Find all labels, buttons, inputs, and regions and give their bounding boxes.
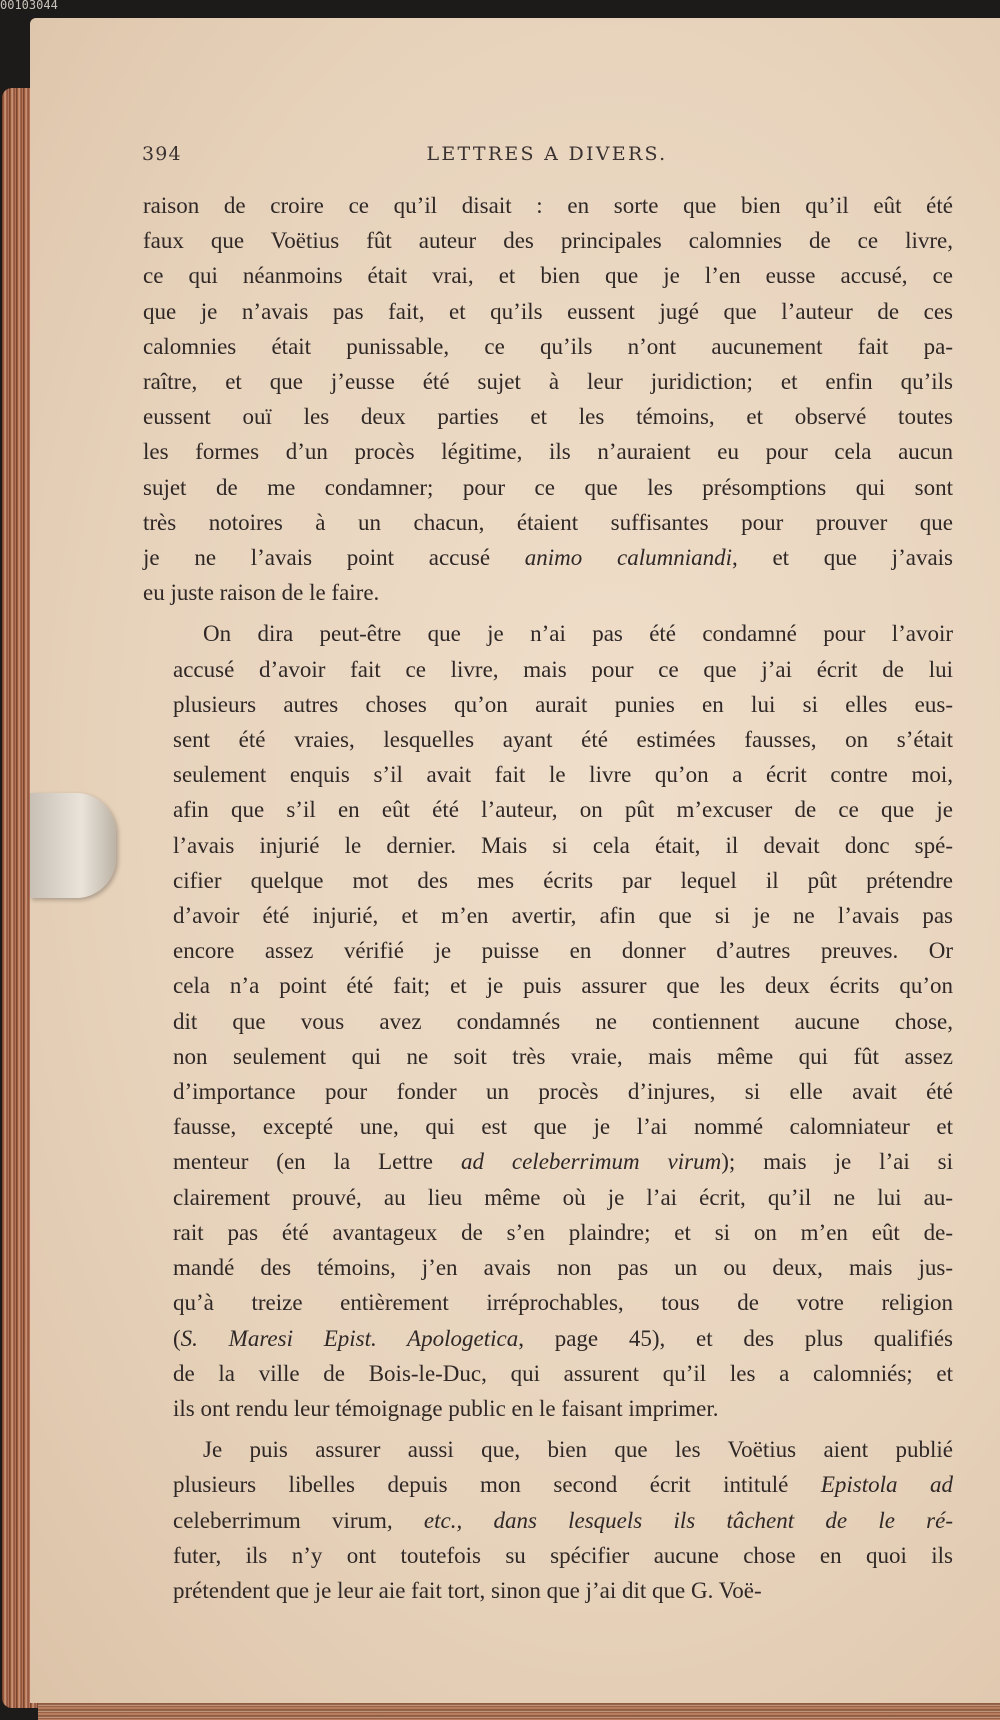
text-line: rait pas été avantageux de s’en plaindre; et si on m’en eût de- xyxy=(173,1219,953,1245)
scan-identifier: 00103044 xyxy=(0,0,58,10)
text-line: clairement prouvé, au lieu même où je l’ai écrit, qu’il ne lui au- xyxy=(173,1184,953,1210)
italic-phrase: ad celeberrimum virum xyxy=(460,1149,722,1175)
text-line: On dira peut-être que je n’ai pas été condamné pour l’avoir xyxy=(203,621,953,647)
text-line: futer, ils n’y ont toutefois su spécifier aucune chose en quoi ils xyxy=(173,1542,953,1568)
text-line: menteur (en la Lettre ad celeberrimum virum); mais je l’ai si xyxy=(173,1149,954,1175)
text-line: prétendent que je leur aie fait tort, sinon que j’ai dit que G. Voë- xyxy=(173,1577,762,1603)
text-line: cifier quelque mot des mes écrits par lequel il pût prétendre xyxy=(173,867,953,893)
paragraph xyxy=(143,1432,953,1608)
paragraph xyxy=(143,188,953,610)
text-line: d’importance pour fonder un procès d’injures, si elle avait été xyxy=(173,1079,953,1105)
text-line: je ne l’avais point accusé animo calumniandi, et que j’avais xyxy=(143,545,953,571)
text-line: fausse, excepté une, qui est que je l’ai nommé calomniateur et xyxy=(173,1114,953,1140)
text-line: plusieurs libelles depuis mon second écrit intitulé Epistola ad xyxy=(173,1472,954,1498)
text-line: ils ont rendu leur témoignage public en le faisant imprimer. xyxy=(173,1395,719,1421)
text-line: mandé des témoins, j’en avais non pas un ou deux, mais jus- xyxy=(173,1255,953,1281)
text-line: très notoires à un chacun, étaient suffisantes pour prouver que xyxy=(143,509,953,535)
paragraph xyxy=(143,616,953,1426)
text-line: qu’à treize entièrement irréprochables, tous de votre religion xyxy=(173,1290,953,1316)
text-line: cela n’a point été fait; et je puis assurer que les deux écrits qu’on xyxy=(173,973,953,999)
text-line: que je n’avais pas fait, et qu’ils eussent jugé que l’auteur de ces xyxy=(143,298,953,324)
text-line: eussent ouï les deux parties et les témoins, et observé toutes xyxy=(143,404,953,430)
page-clip xyxy=(30,793,116,898)
text-line: sujet de me condamner; pour ce que les présomptions qui sont xyxy=(143,474,953,500)
text-line: non seulement qui ne soit très vraie, mais même qui fût assez xyxy=(173,1043,953,1069)
italic-phrase: animo calumniandi xyxy=(524,545,732,571)
italic-phrase: , etc., dans lesquels ils tâchent de le ré- xyxy=(386,1507,953,1533)
text-line: raître, et que j’eusse été sujet à leur juridiction; et enfin qu’ils xyxy=(143,369,953,395)
text-line: ce qui néanmoins était vrai, et bien que je l’en eusse accusé, ce xyxy=(143,263,953,289)
text-line: plusieurs autres choses qu’on aurait punies en lui si elles eus- xyxy=(173,691,953,717)
text-line: accusé d’avoir fait ce livre, mais pour ce que j’ai écrit de lui xyxy=(173,656,953,682)
italic-phrase: Epistola ad xyxy=(820,1472,954,1498)
text-line: calomnies était punissable, ce qu’ils n’ont aucunement fait pa- xyxy=(143,333,953,359)
body-text xyxy=(143,188,953,1608)
text-line: (S. Maresi Epist. Apologetica, page 45), et des plus qualifiés xyxy=(173,1325,954,1351)
page-header xyxy=(142,143,952,169)
text-line: Je puis assurer aussi que, bien que les Voëtius aient publié xyxy=(203,1437,953,1463)
text-line: sent été vraies, lesquelles ayant été estimées fausses, on s’était xyxy=(173,727,953,753)
text-line: faux que Voëtius fût auteur des principales calomnies de ce livre, xyxy=(143,228,953,254)
text-line: afin que s’il en eût été l’auteur, on pût m’excuser de ce que je xyxy=(173,797,953,823)
text-line: celeberrimum virum, etc., dans lesquels ils tâchent de le ré- xyxy=(173,1507,953,1533)
text-line: eu juste raison de le faire. xyxy=(143,580,380,606)
page-number: 394 xyxy=(142,143,182,165)
text-line: les formes d’un procès légitime, ils n’auraient eu pour cela aucun xyxy=(143,439,953,465)
text-line: dit que vous avez condamnés ne contiennent aucune chose, xyxy=(173,1008,953,1034)
text-line: encore assez vérifié je puisse en donner d’autres preuves. Or xyxy=(173,938,953,964)
text-line: d’avoir été injurié, et m’en avertir, afin que si je ne l’avais pas xyxy=(173,903,953,929)
text-line: raison de croire ce qu’il disait : en sorte que bien qu’il eût été xyxy=(143,193,953,218)
italic-phrase: S. Maresi Epist. Apologetica xyxy=(180,1325,519,1351)
text-line: seulement enquis s’il avait fait le livre qu’on a écrit contre moi, xyxy=(173,762,953,788)
page-edges-bottom xyxy=(38,1700,1000,1720)
running-title: LETTRES A DIVERS. xyxy=(426,143,668,165)
text-line: l’avais injurié le dernier. Mais si cela était, il devait donc spé- xyxy=(173,832,953,858)
text-line: de la ville de Bois-le-Duc, qui assurent qu’il les a calomniés; et xyxy=(173,1360,953,1386)
